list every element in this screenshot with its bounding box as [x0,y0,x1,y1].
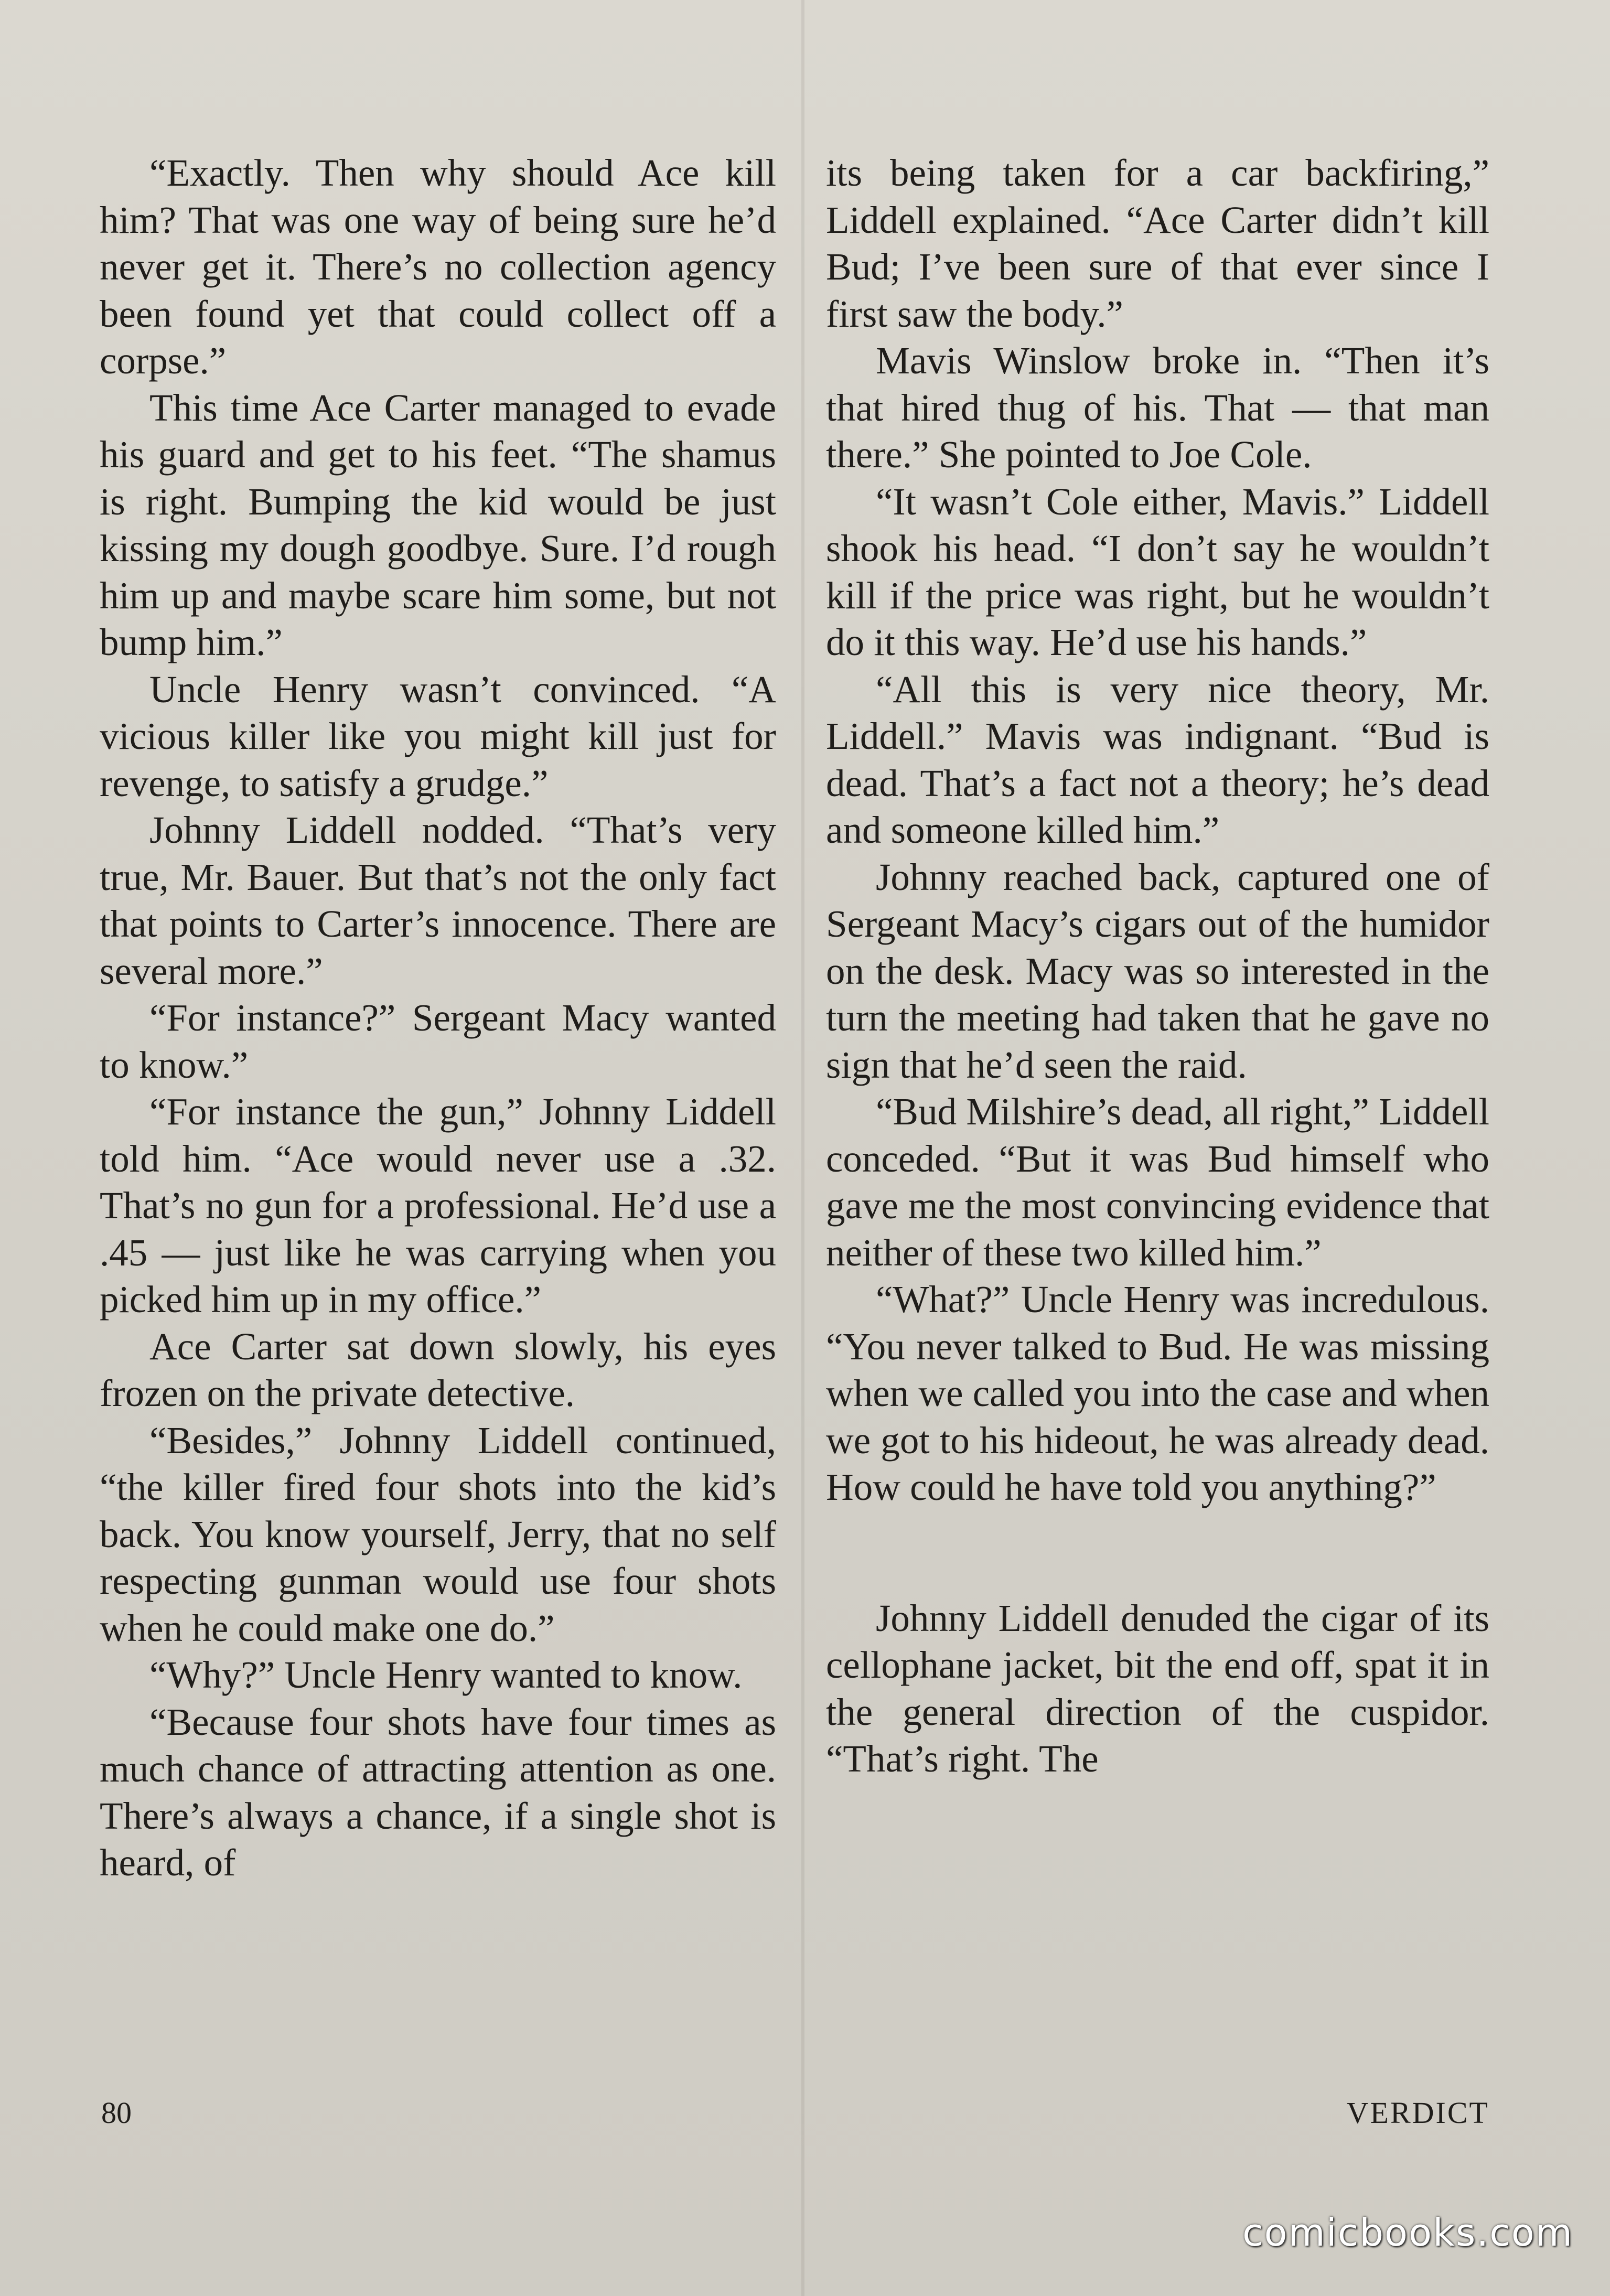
paragraph: Ace Carter sat down slowly, his eyes frozen on the private detective. [100,1325,776,1414]
paragraph: its being taken for a car backfiring,” Liddell explained. “Ace Carter didn’t kill Bud; I’ve been sure of that ever since I first saw the body.” [826,152,1489,335]
paragraph: Johnny reached back, captured one of Sergeant Macy’s cigars out of the humidor on the desk. Macy was so interested in the turn the meeting had taken that he gave no sign that he’d seen the raid. [826,855,1489,1086]
left-column [100,149,776,1886]
paragraph: “For instance?” Sergeant Macy wanted to know.” [100,996,776,1086]
paragraph: Uncle Henry wasn’t convinced. “A vicious killer like you might kill just for revenge, to satisfy a grudge.” [100,668,776,804]
paragraph: “Besides,” Johnny Liddell continued, “the killer fired four shots into the kid’s back. You know yourself, Jerry, that no self respecting gunman would use four shots when he could make one do.” [100,1419,776,1649]
magazine-title: VERDICT [1346,2096,1489,2130]
paragraph: “Exactly. Then why should Ace kill him? That was one way of being sure he’d never get it. There’s no collection agency been found yet that could collect off a corpse.” [100,152,776,382]
paragraph: “For instance the gun,” Johnny Liddell told him. “Ace would never use a .32. That’s no gun for a professional. He’d use a .45 — just like he was carrying when you picked him up in my office.” [100,1090,776,1321]
page-fold [801,0,804,2296]
paragraph: Johnny Liddell denuded the cigar of its cellophane jacket, bit the end off, spat it in the general direction of the cuspidor. “That’s right. The [826,1596,1489,1780]
paragraph: Mavis Winslow broke in. “Then it’s that hired thug of his. That — that man there.” She pointed to Joe Cole. [826,339,1489,476]
paragraph: “Because four shots have four times as much chance of attracting attention as one. There’s always a chance, if a single shot is heard, of [100,1700,776,1884]
watermark: comicbooks.com [1242,2211,1573,2255]
page-number: 80 [101,2096,132,2130]
paragraph: “What?” Uncle Henry was incredulous. “You never talked to Bud. He was missing when we called you into the case and when we got to his hideout, he was already dead. How could he have told you anything?” [826,1278,1489,1508]
paragraph: “All this is very nice theory, Mr. Liddell.” Mavis was indignant. “Bud is dead. That’s a fact not a theory; he’s dead and someone killed him.” [826,668,1489,851]
paragraph: “Bud Milshire’s dead, all right,” Liddell conceded. “But it was Bud himself who gave me the most convincing evidence that neither of these two killed him.” [826,1090,1489,1274]
paragraph: “Why?” Uncle Henry wanted to know. [149,1654,743,1696]
right-column [826,149,1489,1783]
paragraph: Johnny Liddell nodded. “That’s very true, Mr. Bauer. But that’s not the only fact that points to Carter’s innocence. There are several more.” [100,809,776,992]
paragraph: This time Ace Carter managed to evade his guard and get to his feet. “The shamus is right. Bumping the kid would be just kissing my dough goodbye. Sure. I’d rough him up and maybe scare him some, but not bump him.” [100,386,776,663]
paragraph: “It wasn’t Cole either, Mavis.” Liddell shook his head. “I don’t say he wouldn’t kill if the price was right, but he wouldn’t do it this way. He’d use his hands.” [826,480,1489,663]
